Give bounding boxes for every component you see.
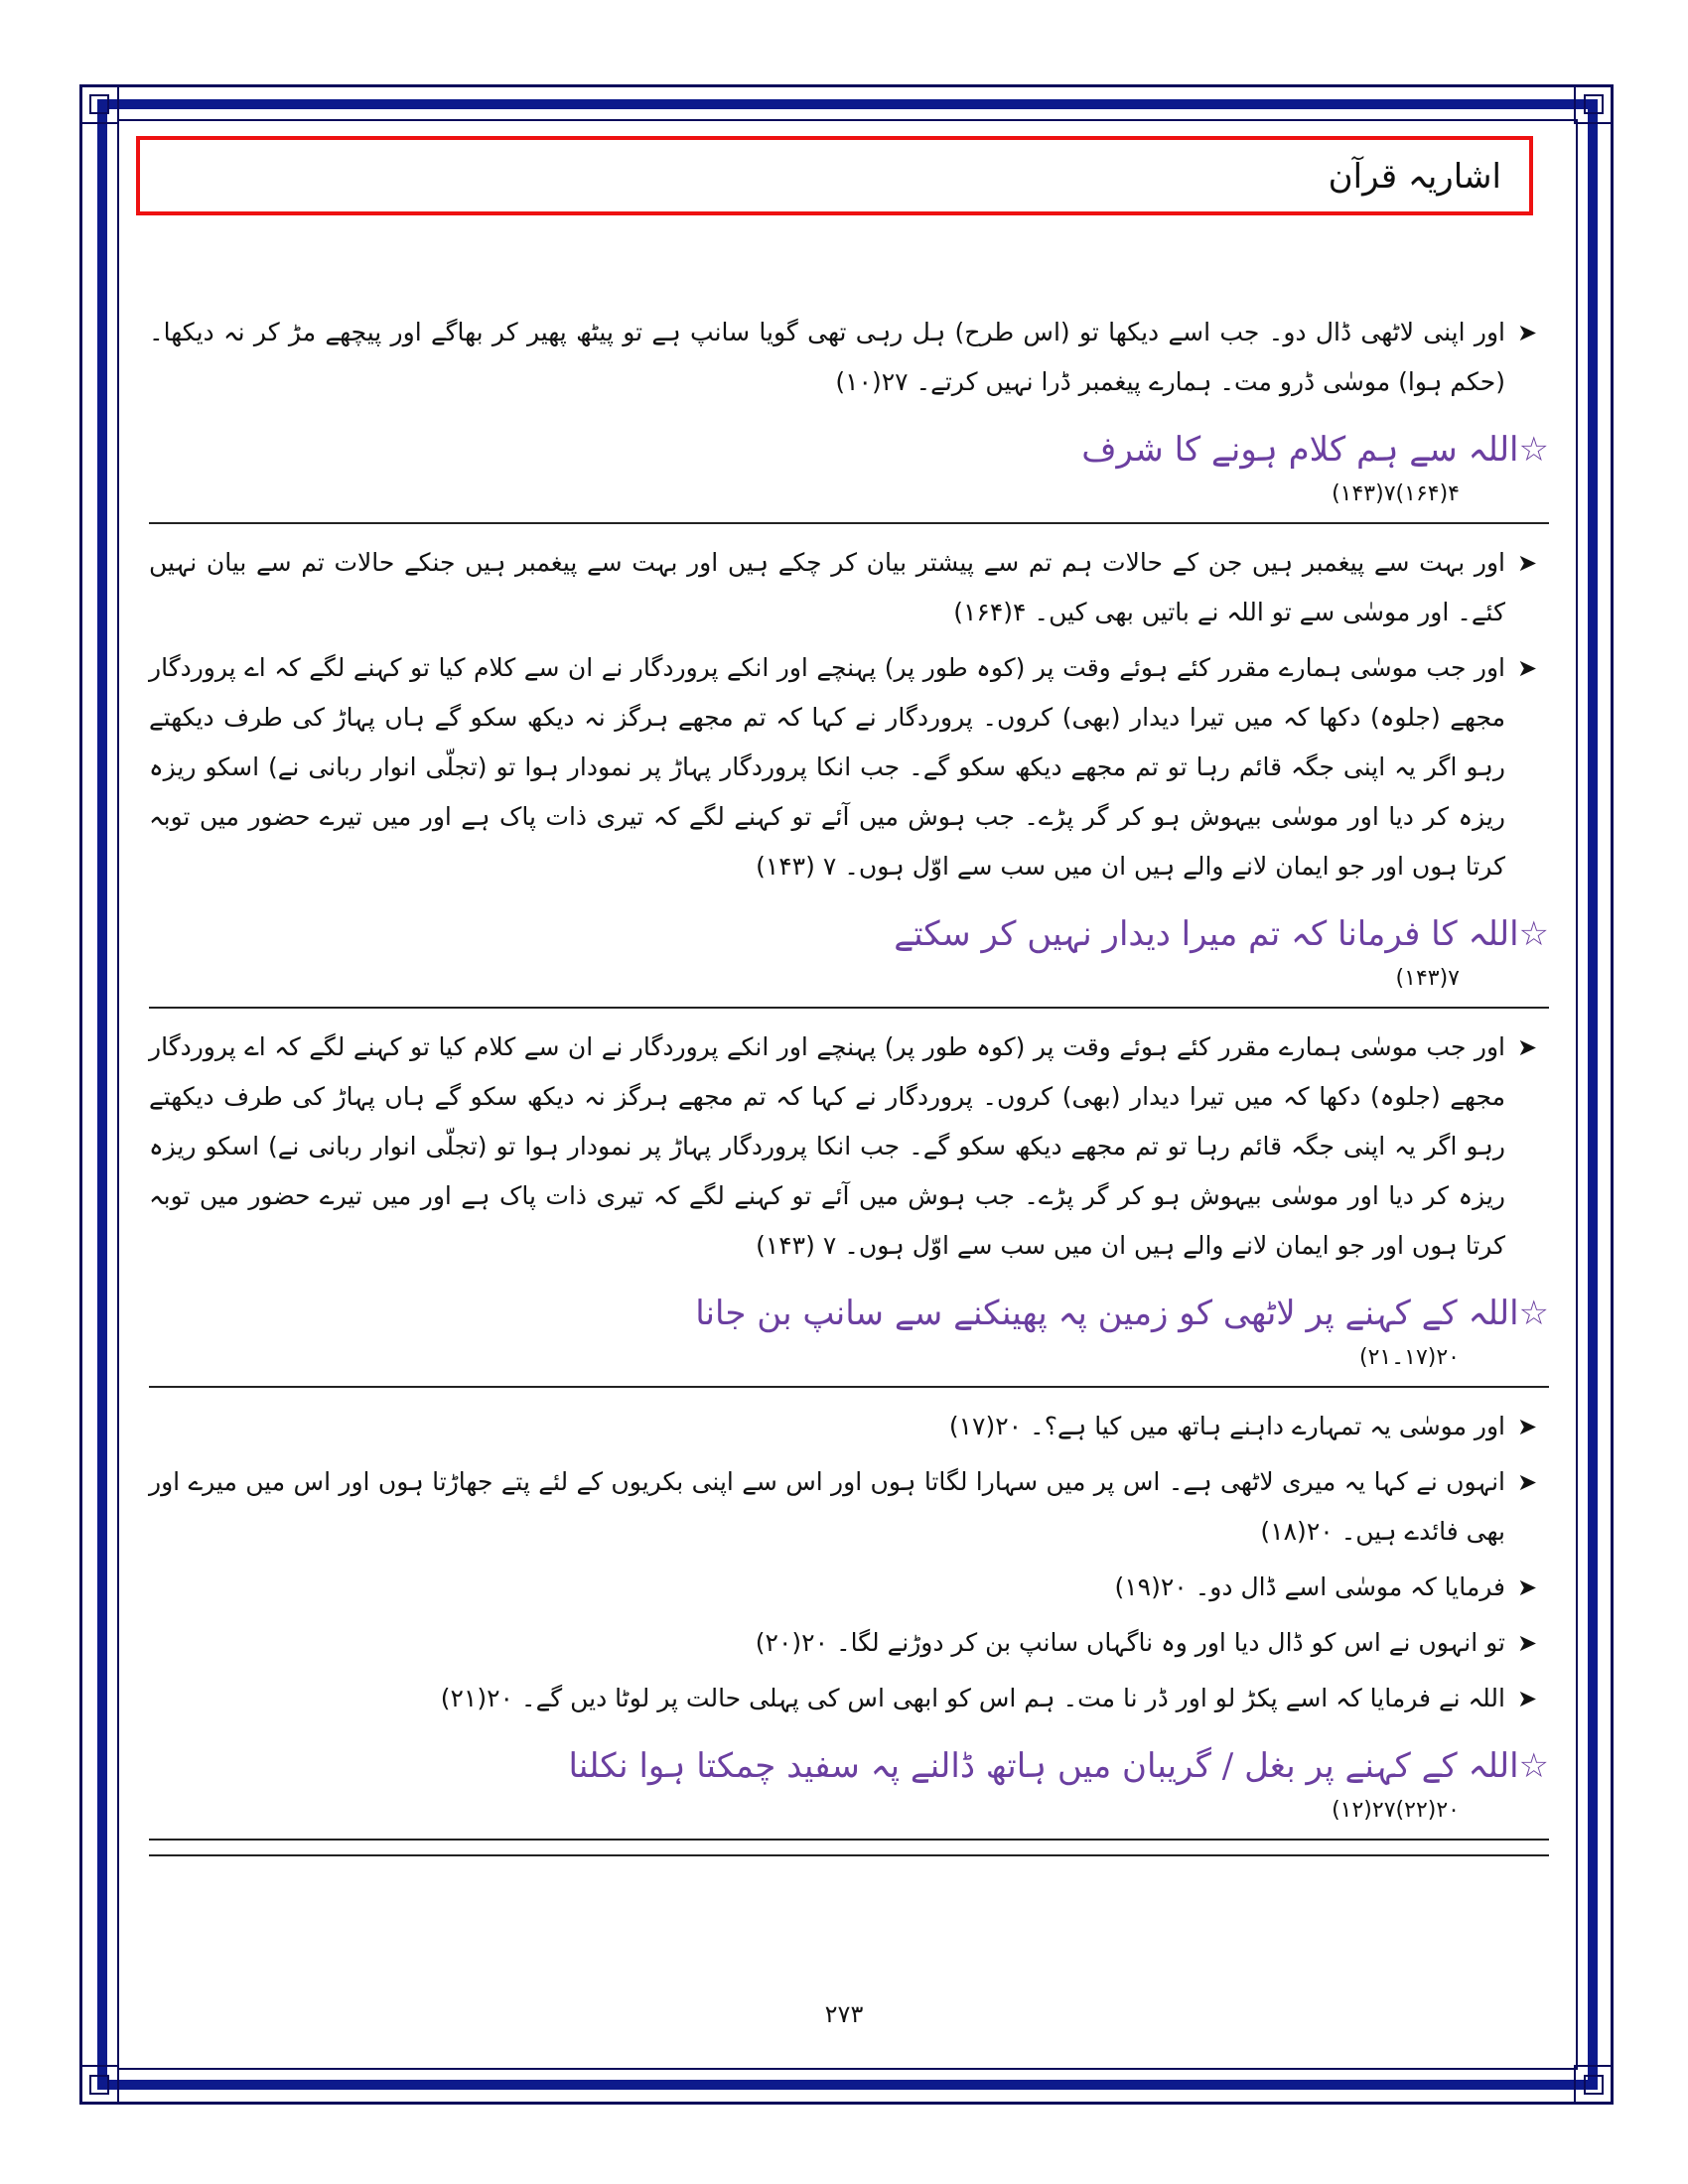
verse-text: اور اپنی لاٹھی ڈال دو۔ جب اسے دیکھا تو (اس طرح) ہل رہی تھی گویا سانپ ہے تو پیٹھ پھیر کر بھاگے اور پیچھے مڑ کر نہ دیکھا۔ (حکم ہوا) موسٰی ڈرو مت۔ ہمارے پیغمبر ڈرا نہیں کرتے۔ ۲۷(۱۰) [149,318,1505,396]
page-number: ۲۷۳ [824,2000,864,2028]
verse-text: انہوں نے کہا یہ میری لاٹھی ہے۔ اس پر میں سہارا لگاتا ہوں اور اس سے اپنی بکریوں کے لئے پتے جھاڑتا ہوں اور اس میں میرے اور بھی فائدے ہیں۔ ۲۰(۱۸) [149,1467,1505,1546]
verse-text: اللہ نے فرمایا کہ اسے پکڑ لو اور ڈر نا مت۔ ہم اس کو ابھی اس کی پہلی حالت پر لوٹا دیں گے۔ ۲۰(۲۱) [440,1684,1505,1712]
verse-text: اور جب موسٰی ہمارے مقرر کئے ہوئے وقت پر (کوہ طور پر) پہنچے اور انکے پروردگار نے ان سے کلام کیا تو کہنے لگے کہ اے پروردگار مجھے (جلوہ) دکھا کہ میں تیرا دیدار (بھی) کروں۔ پروردگار نے کہا کہ تم مجھے ہرگز نہ دیکھ سکو گے ہاں پہاڑ کی طرف دیکھتے رہو اگر یہ اپنی جگہ قائم رہا تو تم مجھے دیکھ سکو گے۔ جب انکا پروردگار پہاڑ پر نمودار ہوا تو (تجلّی انوار ربانی نے) اسکو ریزہ ریزہ کر دیا اور موسٰی بیہوش ہو کر گر پڑے۔ جب ہوش میں آئے تو کہنے لگے کہ تیری ذات پاک ہے اور میں تیرے حضور میں توبہ کرتا ہوں اور جو ایمان لانے والے ہیں ان میں سب سے اوّل ہوں۔ ۷ (۱۴۳) [149,653,1505,881]
page-title: اشاریہ قرآن [1328,156,1501,197]
index-section [149,308,1549,407]
verse-item [149,1618,1549,1668]
index-section [149,425,1549,891]
section-heading: ☆اللہ سے ہم کلام ہونے کا شرف [1081,430,1549,470]
verse-item [149,1023,1549,1271]
arrow-bullet-icon: ➤ [1516,549,1538,577]
bottom-divider [149,1854,1549,1856]
verse-item [149,308,1549,407]
verse-text: اور موسٰی یہ تمہارے داہنے ہاتھ میں کیا ہے؟۔ ۲۰(۱۷) [948,1412,1505,1440]
corner-ornament-top-right [1574,84,1614,124]
arrow-bullet-icon: ➤ [1516,654,1538,682]
verse-item [149,1674,1549,1723]
arrow-bullet-icon: ➤ [1516,1033,1538,1061]
verse-reference: ۴(۱۶۴)۷(۱۴۳) [1332,481,1460,506]
corner-ornament-bottom-right [1574,2065,1614,2105]
verse-text: تو انہوں نے اس کو ڈال دیا اور وہ ناگہاں سانپ بن کر دوڑنے لگا۔ ۲۰(۲۰) [755,1628,1505,1657]
document-body [149,308,1549,1870]
arrow-bullet-icon: ➤ [1516,1573,1538,1601]
verse-reference: ۷(۱۴۳) [1395,966,1460,991]
section-divider [149,1839,1549,1841]
section-divider [149,1007,1549,1009]
verse-item [149,1402,1549,1451]
verse-item [149,1563,1549,1612]
section-heading: ☆اللہ کے کہنے پر بغل / گریبان میں ہاتھ ڈالنے پہ سفید چمکتا ہوا نکلنا [568,1746,1549,1786]
verse-reference: ۲۰(۱۷۔۲۱) [1359,1345,1460,1370]
corner-ornament-top-left [79,84,119,124]
arrow-bullet-icon: ➤ [1516,1629,1538,1657]
arrow-bullet-icon: ➤ [1516,1413,1538,1440]
verse-item [149,538,1549,637]
verse-text: اور بہت سے پیغمبر ہیں جن کے حالات ہم تم سے پیشتر بیان کر چکے ہیں اور بہت سے پیغمبر ہیں جنکے حالات تم سے بیان نہیں کئے۔ اور موسٰی سے تو اللہ نے باتیں بھی کیں۔ ۴(۱۶۴) [149,548,1505,626]
verse-item [149,643,1549,891]
index-section [149,909,1549,1271]
index-section [149,1741,1549,1841]
arrow-bullet-icon: ➤ [1516,1685,1538,1712]
verse-item [149,1457,1549,1557]
section-heading: ☆اللہ کا فرمانا کہ تم میرا دیدار نہیں کر سکتے [894,914,1549,954]
section-heading: ☆اللہ کے کہنے پر لاٹھی کو زمین پہ پھینکنے سے سانپ بن جانا [695,1294,1549,1333]
verse-text: اور جب موسٰی ہمارے مقرر کئے ہوئے وقت پر (کوہ طور پر) پہنچے اور انکے پروردگار نے ان سے کلام کیا تو کہنے لگے کہ اے پروردگار مجھے (جلوہ) دکھا کہ میں تیرا دیدار (بھی) کروں۔ پروردگار نے کہا کہ تم مجھے ہرگز نہ دیکھ سکو گے ہاں پہاڑ کی طرف دیکھتے رہو اگر یہ اپنی جگہ قائم رہا تو تم مجھے دیکھ سکو گے۔ جب انکا پروردگار پہاڑ پر نمودار ہوا تو (تجلّی انوار ربانی نے) اسکو ریزہ ریزہ کر دیا اور موسٰی بیہوش ہو کر گر پڑے۔ جب ہوش میں آئے تو کہنے لگے کہ تیری ذات پاک ہے اور میں تیرے حضور میں توبہ کرتا ہوں اور جو ایمان لانے والے ہیں ان میں سب سے اوّل ہوں۔ ۷ (۱۴۳) [149,1032,1505,1260]
section-divider [149,1386,1549,1388]
arrow-bullet-icon: ➤ [1516,319,1538,346]
section-divider [149,522,1549,524]
page-title-box [136,136,1533,215]
arrow-bullet-icon: ➤ [1516,1468,1538,1496]
verse-reference: ۲۰(۲۲)۲۷(۱۲) [1332,1798,1460,1823]
index-section [149,1289,1549,1723]
verse-text: فرمایا کہ موسٰی اسے ڈال دو۔ ۲۰(۱۹) [1114,1572,1505,1601]
corner-ornament-bottom-left [79,2065,119,2105]
